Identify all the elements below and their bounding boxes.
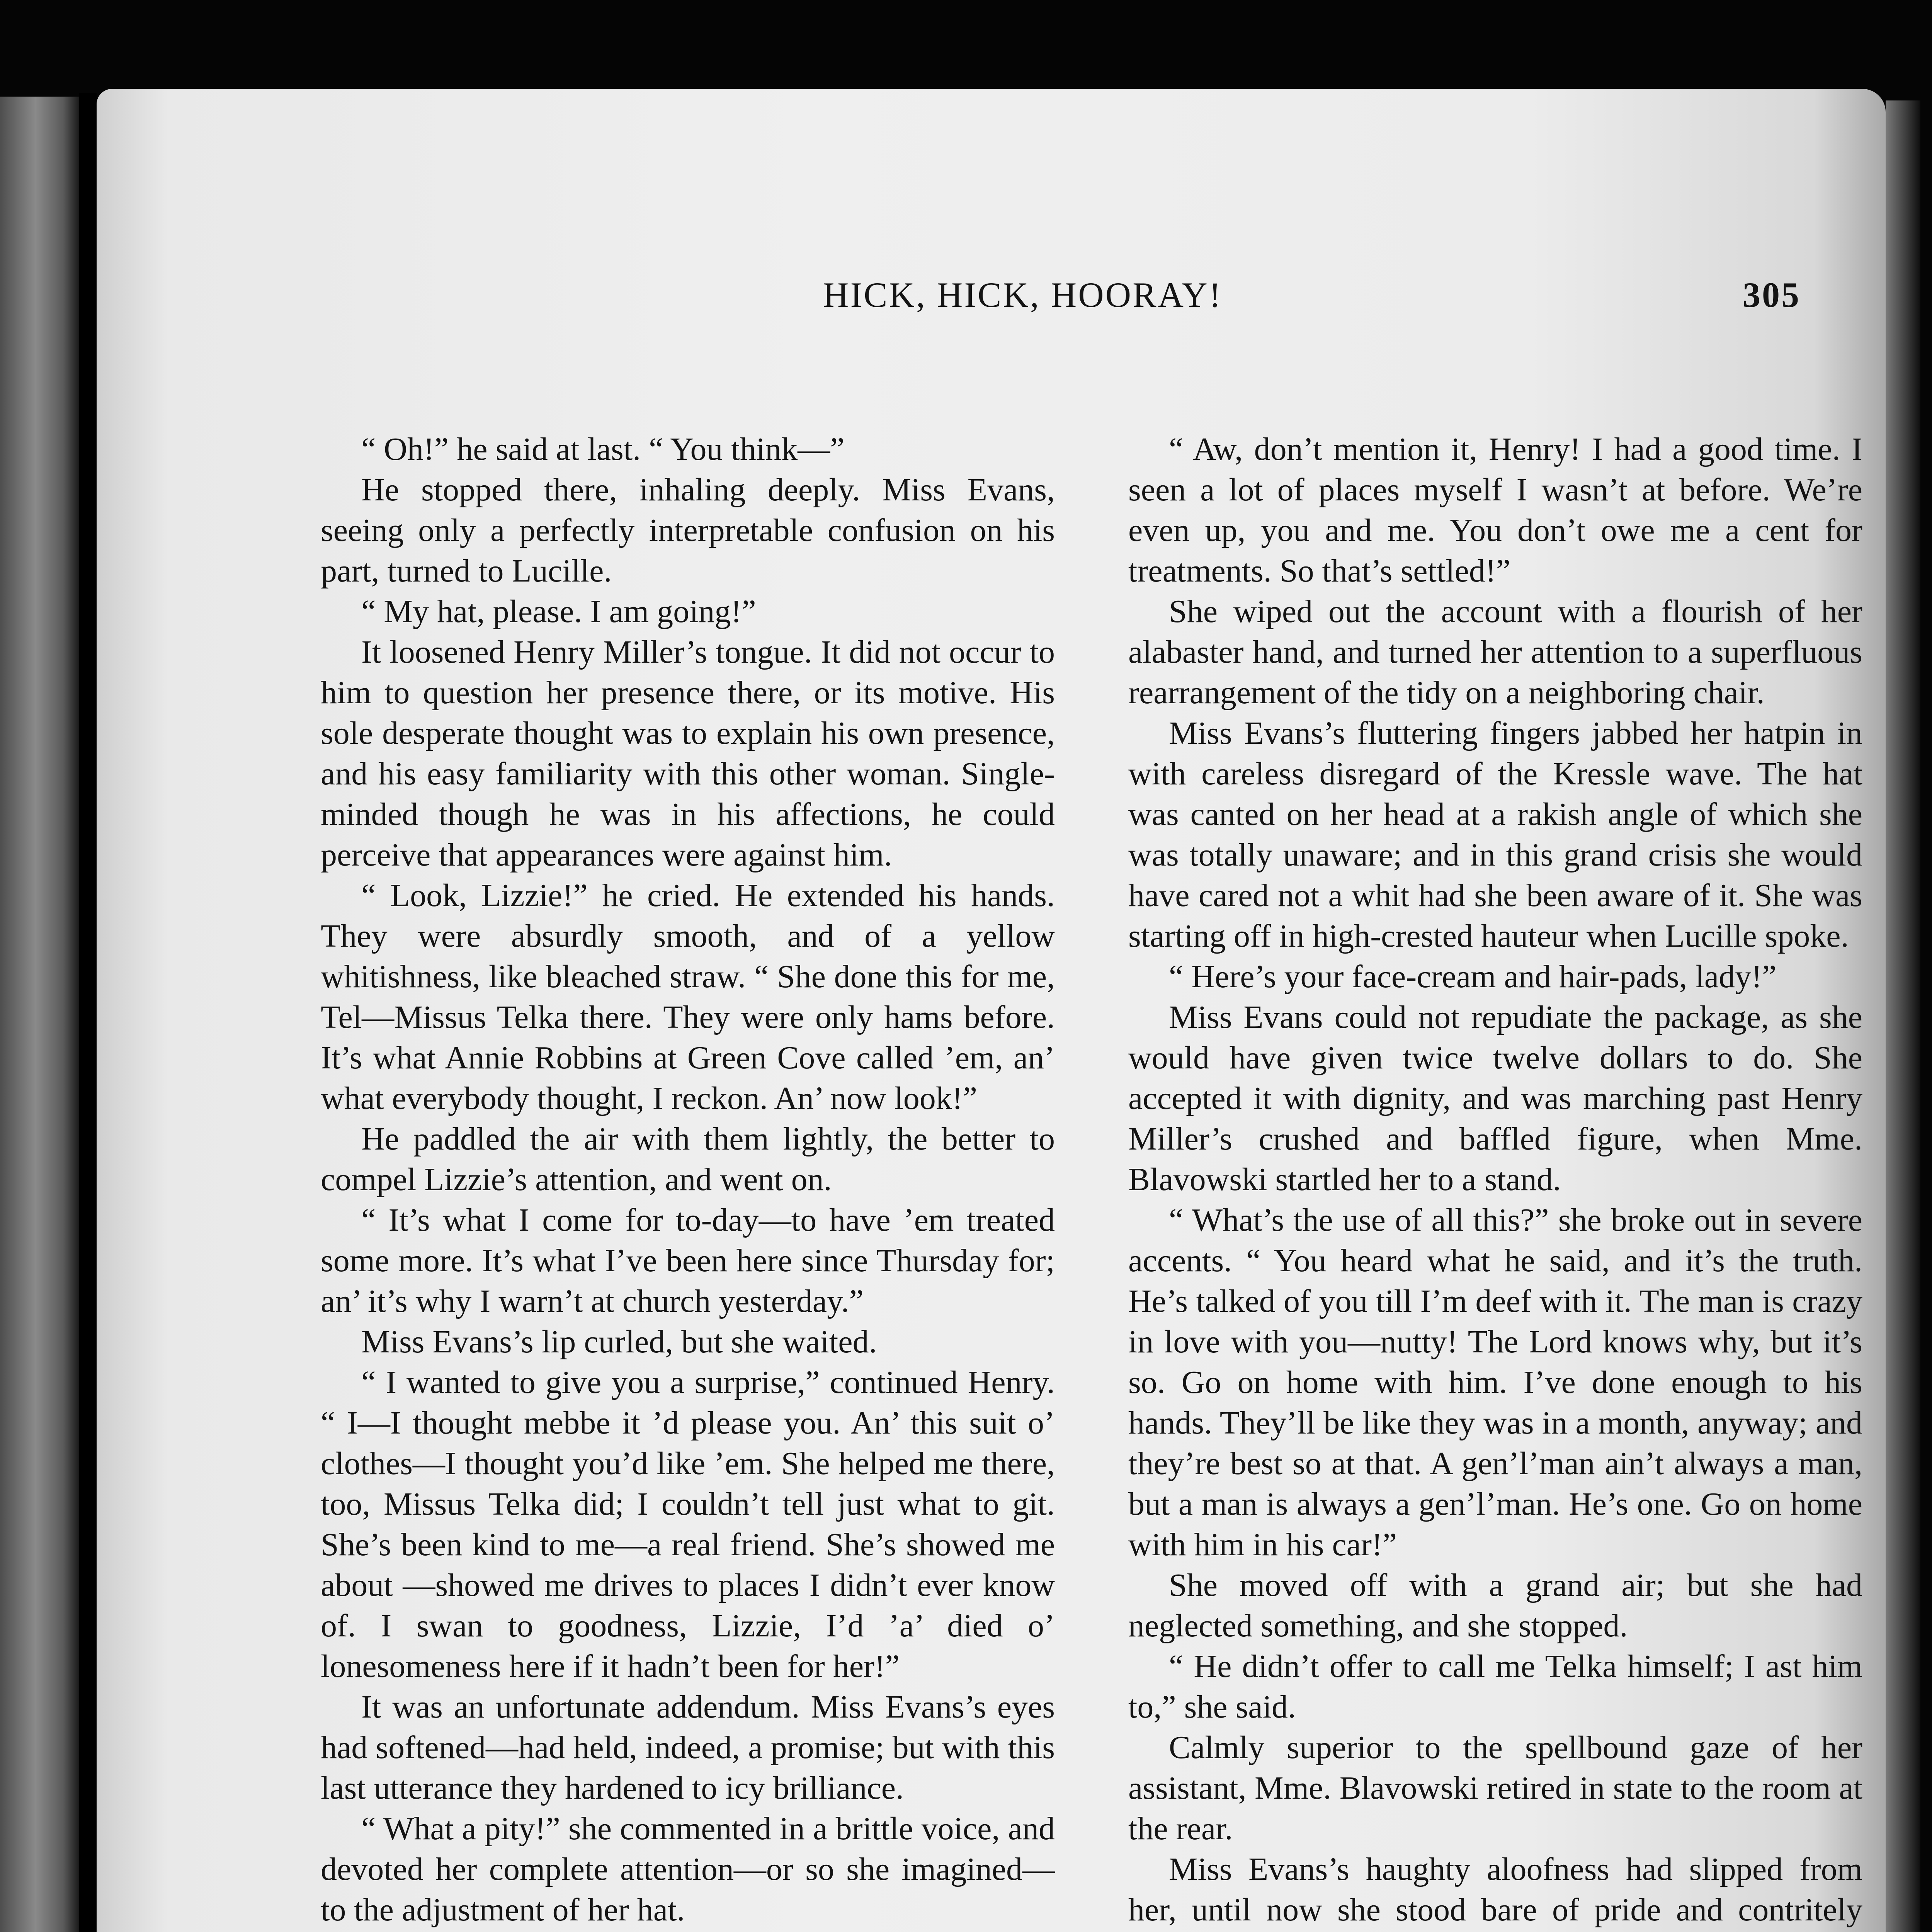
- page-fore-edge: [1886, 100, 1920, 1932]
- paragraph: It was an unfortunate addendum. Miss Evans’s eyes had softened—had held, indeed, a promise; but with this last utterance they hardened to icy brilliance.: [321, 1689, 1055, 1806]
- paragraph: Miss Evans’s fluttering fingers jabbed her hatpin in with careless disregard of the Kressle wave. The hat was canted on her head at a rakish angle of which she was totally unaware; and in this grand crisis she would have cared not a whit had she been aware of it. She was starting off in high-crested hauteur when Lucille spoke.: [1128, 715, 1862, 954]
- paragraph: “ Oh!” he said at last. “ You think—”: [361, 431, 845, 467]
- right-text-column: [1128, 429, 1862, 1932]
- paragraph: He stopped there, inhaling deeply. Miss Evans, seeing only a perfectly interpretable confusion on his part, turned to Lucille.: [321, 472, 1055, 589]
- left-text-column: [321, 429, 1055, 1932]
- paragraph: [321, 1930, 1055, 1932]
- book-page: [97, 89, 1886, 1932]
- paragraph: “ Aw, don’t mention it, Henry! I had a good time. I seen a lot of places myself I wasn’t at before. We’re even up, you and me. You don’t owe me a cent for treatments. So that’s settled!”: [1128, 431, 1862, 589]
- running-title: HICK, HICK, HOORAY!: [823, 275, 1223, 315]
- paragraph: Miss Evans’s lip curled, but she waited.: [361, 1324, 877, 1360]
- paragraph: “ My hat, please. I am going!”: [361, 594, 756, 629]
- paragraph: “ It’s what I come for to-day—to have ’em treated some more. It’s what I’ve been here since Thursday for; an’ it’s why I warn’t at church yesterday.”: [321, 1202, 1055, 1319]
- paragraph: “ He didn’t offer to call me Telka himself; I ast him to,” she said.: [1128, 1648, 1862, 1725]
- paragraph: “ I wanted to give you a surprise,” continued Henry. “ I—I thought mebbe it ’d please you. An’ this suit o’ clothes—I thought you’d like ’em. She helped me there, too, Missus Telka did; I couldn’t tell just what to git. She’s been kind to me—a real friend. She’s showed me about —showed me drives to places I didn’t ever know of. I swan to goodness, Lizzie, I’d ’a’ died o’ lonesomeness here if it hadn’t been for her!”: [321, 1364, 1055, 1684]
- paragraph: “ Here’s your face-cream and hair-pads, lady!”: [1169, 959, 1777, 995]
- page-header: [97, 274, 1886, 325]
- paragraph: She wiped out the account with a flourish of her alabaster hand, and turned her attention to a superfluous rearrangement of the tidy on a neighboring chair.: [1128, 594, 1862, 711]
- paragraph: Calmly superior to the spellbound gaze of her assistant, Mme. Blavowski retired in state to the room at the rear.: [1128, 1730, 1862, 1847]
- paragraph: “ What a pity!” she commented in a brittle voice, and devoted her complete attention—or so she imagined—to the adjustment of her hat.: [321, 1811, 1055, 1928]
- paragraph: She moved off with a grand air; but she had neglected something, and she stopped.: [1128, 1567, 1862, 1644]
- paragraph: He paddled the air with them lightly, the better to compel Lizzie’s attention, and went on.: [321, 1121, 1055, 1197]
- paragraph: “ What’s the use of all this?” she broke out in severe accents. “ You heard what he said, and it’s the truth. He’s talked of you till I’m deef with it. The man is crazy in love with you—nutty! The Lord knows why, but it’s so. Go on home with him. I’ve done enough to his hands. They’ll be like they was in a month, anyway; and they’re best so at that. A gen’l’man ain’t always a man, but a man is always a gen’l’man. He’s one. Go on home with him in his car!”: [1128, 1202, 1862, 1563]
- paragraph: “ Look, Lizzie!” he cried. He extended his hands. They were absurdly smooth, and of a yellow whitishness, like bleached straw. “ She done this for me, Tel—Missus Telka there. They were only hams before. It’s what Annie Robbins at Green Cove called ’em, an’ what everybody thought, I reckon. An’ now look!”: [321, 878, 1055, 1116]
- paragraph: It loosened Henry Miller’s tongue. It did not occur to him to question her presence there, or its motive. His sole desperate thought was to explain his own presence, and his easy familiarity with this other woman. Single-minded though he was in his affections, he could perceive that appearances were against him.: [321, 634, 1055, 873]
- book-gutter: [79, 93, 97, 1932]
- facing-page-edge: [0, 97, 79, 1932]
- page-number: 305: [1743, 275, 1801, 315]
- paragraph: Miss Evans’s haughty aloofness had slipped from her, until now she stood bare of pride and contritely: [1128, 1851, 1862, 1928]
- paragraph: Miss Evans could not repudiate the package, as she would have given twice twelve dollars to do. She accepted it with dignity, and was marching past Henry Miller’s crushed and baffled figure, when Mme. Blavowski startled her to a stand.: [1128, 999, 1862, 1197]
